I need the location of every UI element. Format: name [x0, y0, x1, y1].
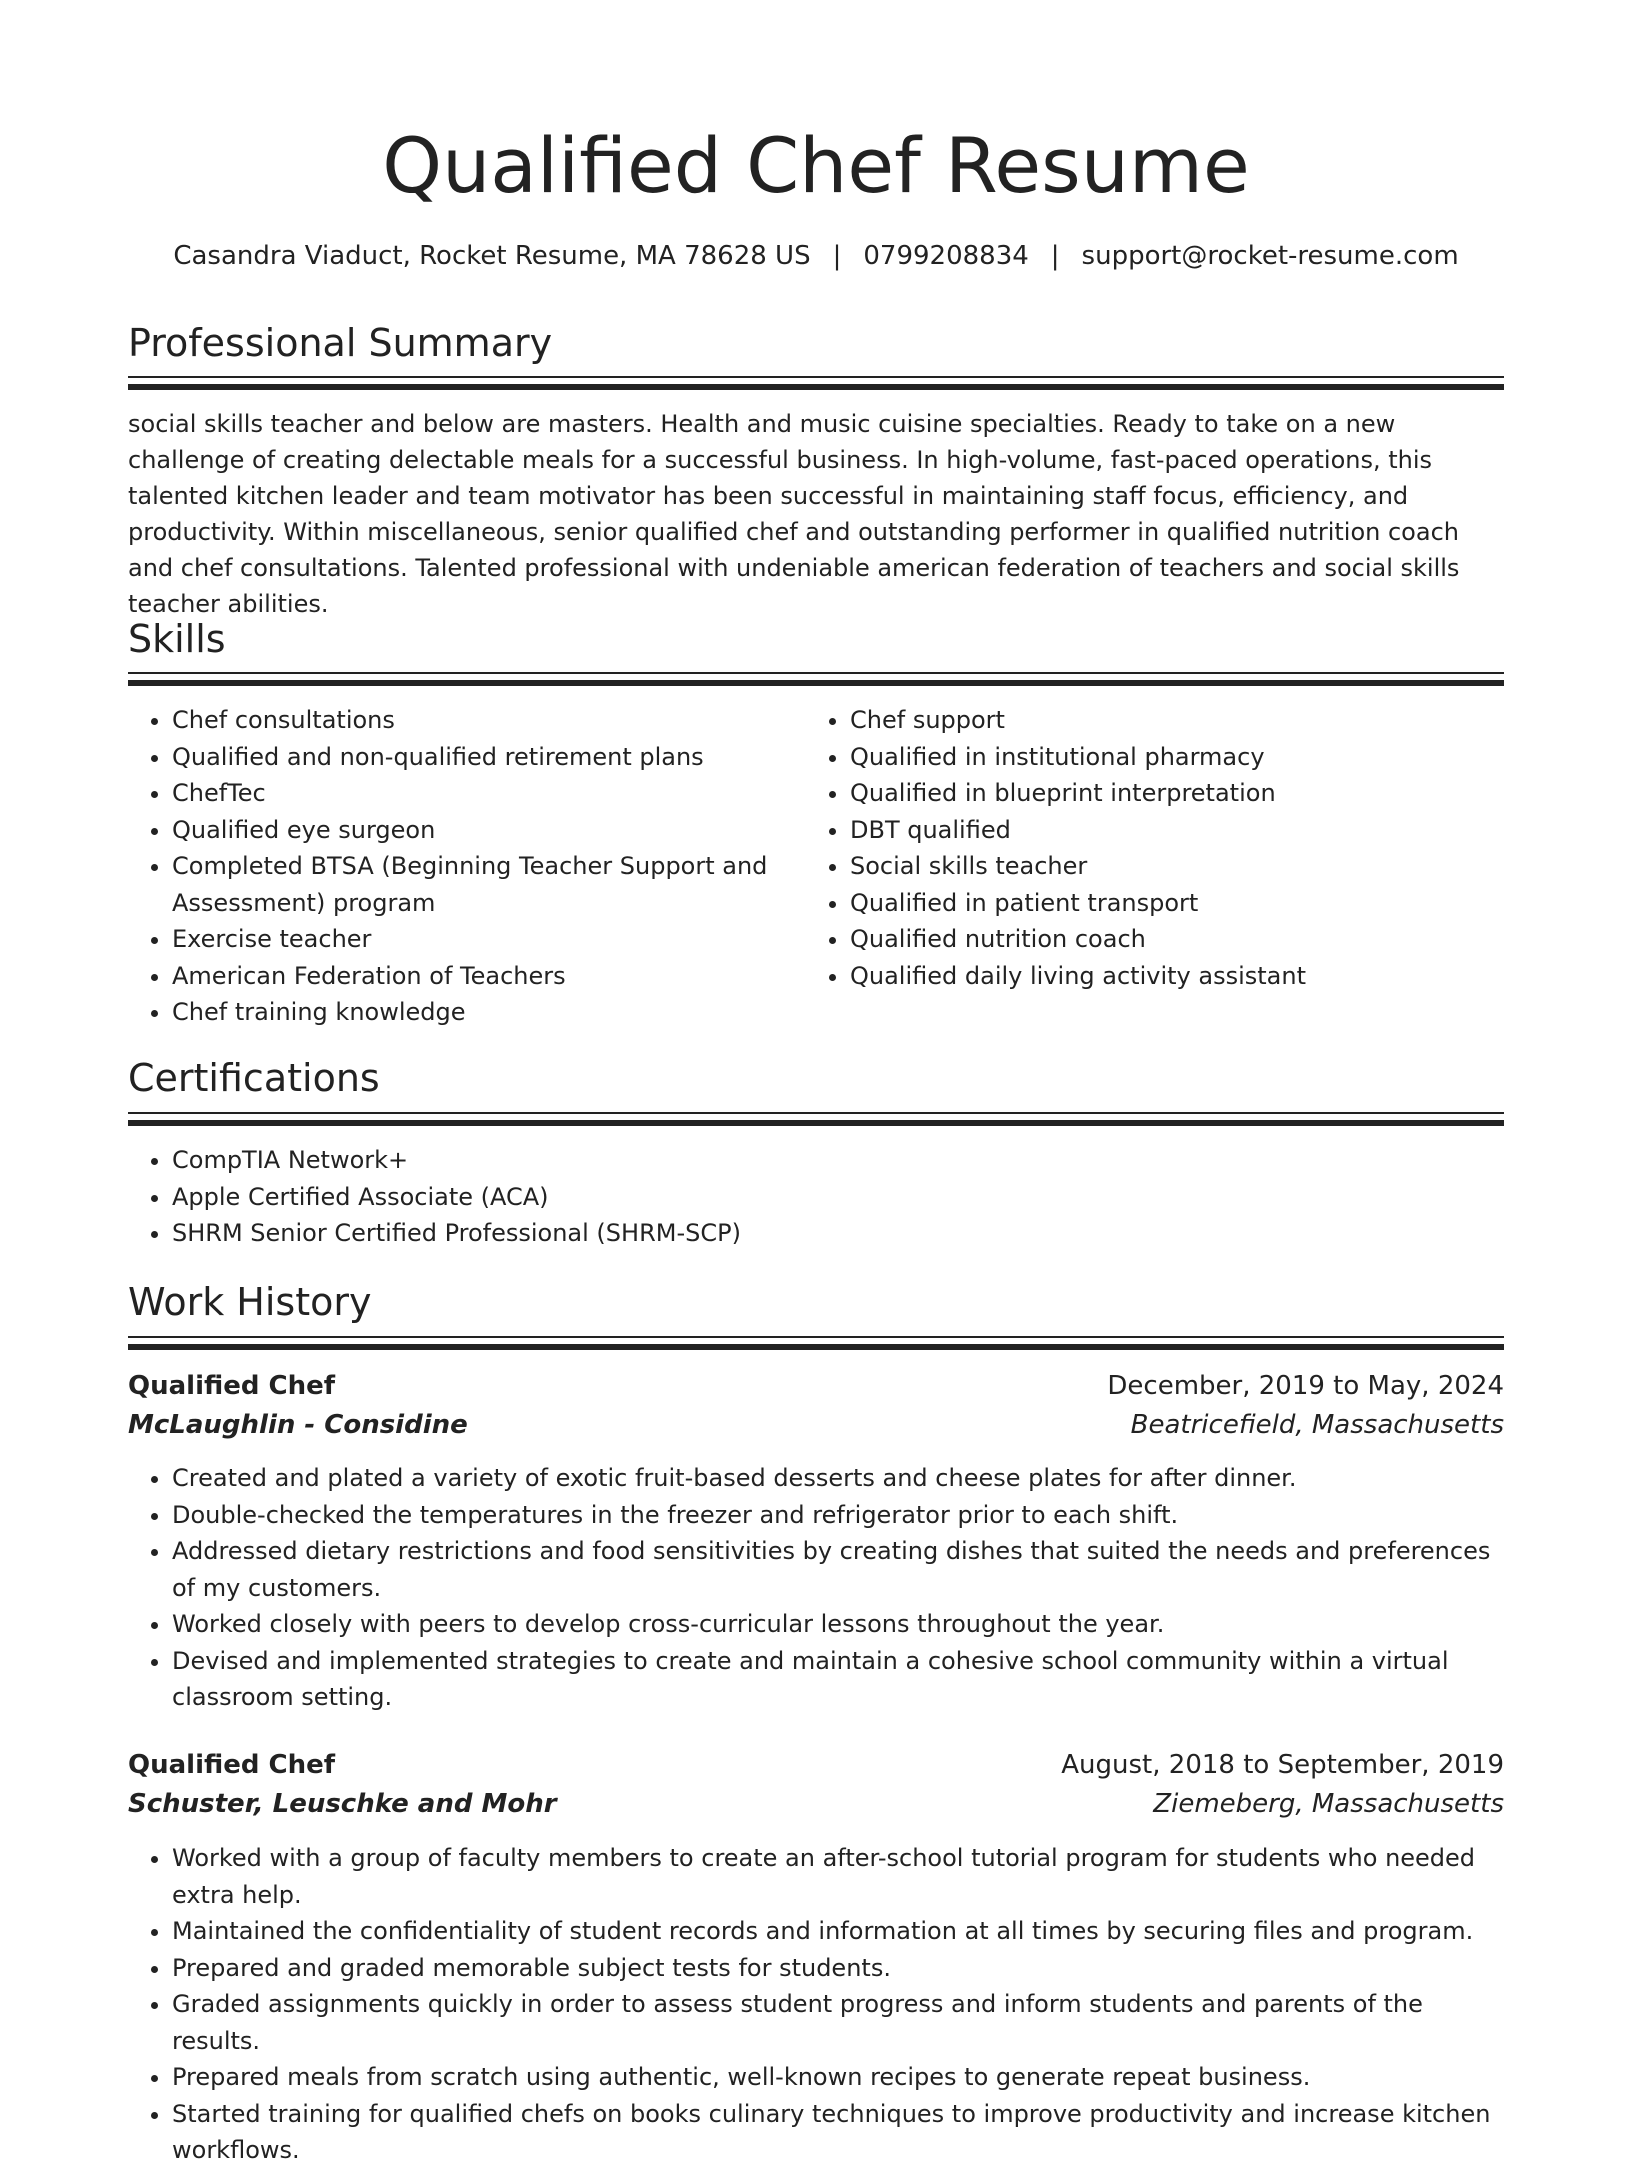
skills-list-right	[806, 702, 1490, 994]
certification-item: • SHRM Senior Certified Professional (SHRM-SCP)	[172, 1215, 1504, 1252]
contact-address: Casandra Viaduct, Rocket Resume, MA 78628 US	[173, 241, 811, 271]
skill-item: • Qualified nutrition coach	[850, 921, 1490, 958]
job-bullet: • Started training for qualified chefs on books culinary techniques to improve productivity and increase kitchen workflows.	[172, 2096, 1504, 2169]
certifications-list	[128, 1142, 1504, 1252]
skill-item: • Qualified and non-qualified retirement plans	[172, 739, 812, 776]
skill-item: • American Federation of Teachers	[172, 958, 812, 995]
job-bullet: • Graded assignments quickly in order to assess student progress and inform students and parents of the results.	[172, 1986, 1504, 2059]
section-divider	[128, 376, 1504, 390]
contact-phone: 0799208834	[863, 241, 1029, 271]
job-bullet: • Created and plated a variety of exotic fruit-based desserts and cheese plates for after dinner.	[172, 1460, 1504, 1497]
job-subheader	[128, 1784, 1504, 1824]
skill-item: • Completed BTSA (Beginning Teacher Support and Assessment) program	[172, 848, 812, 921]
resume-title: Qualified Chef Resume	[382, 121, 1250, 210]
skill-item: • ChefTec	[172, 775, 812, 812]
skill-item: • Social skills teacher	[850, 848, 1490, 885]
section-heading-summary: Professional Summary	[128, 321, 553, 365]
job-bullet: • Prepared and graded memorable subject tests for students.	[172, 1950, 1504, 1987]
skill-item: • Exercise teacher	[172, 921, 812, 958]
contact-separator: |	[1050, 241, 1060, 271]
skill-item: • Chef consultations	[172, 702, 812, 739]
contact-separator: |	[832, 241, 842, 271]
job-location: Beatricefield, Massachusetts	[1130, 1410, 1504, 1440]
job-bullet: • Devised and implemented strategies to create and maintain a cohesive school community within a virtual classroom setting.	[172, 1643, 1504, 1716]
certification-item: • CompTIA Network+	[172, 1142, 1504, 1179]
skill-item: • Chef support	[850, 702, 1490, 739]
job-bullet-list	[128, 1840, 1504, 2169]
section-divider	[128, 1336, 1504, 1350]
job-title: Qualified Chef	[128, 1750, 336, 1780]
job-bullet: • Double-checked the temperatures in the freezer and refrigerator prior to each shift.	[172, 1497, 1504, 1534]
job-header	[128, 1366, 1504, 1406]
job-bullet: • Worked closely with peers to develop cross-curricular lessons throughout the year.	[172, 1606, 1504, 1643]
skill-item: • DBT qualified	[850, 812, 1490, 849]
job-title: Qualified Chef	[128, 1371, 336, 1401]
skills-list-left	[128, 702, 812, 1031]
job-bullet: • Maintained the confidentiality of student records and information at all times by securing files and program.	[172, 1913, 1504, 1950]
section-divider	[128, 1112, 1504, 1126]
job-dates: August, 2018 to September, 2019	[1061, 1750, 1504, 1780]
section-heading-work-history: Work History	[128, 1280, 372, 1324]
job-bullet: • Addressed dietary restrictions and food sensitivities by creating dishes that suited the needs and preferences of my customers.	[172, 1533, 1504, 1606]
job-bullet: • Prepared meals from scratch using authentic, well-known recipes to generate repeat business.	[172, 2059, 1504, 2096]
contact-line	[128, 236, 1504, 276]
contact-email: support@rocket-resume.com	[1081, 241, 1459, 271]
job-bullet-list	[128, 1460, 1504, 1716]
job-dates: December, 2019 to May, 2024	[1107, 1371, 1504, 1401]
skill-item: • Qualified daily living activity assistant	[850, 958, 1490, 995]
job-subheader	[128, 1405, 1504, 1445]
job-bullet: • Worked with a group of faculty members to create an after-school tutorial program for students who needed extra help.	[172, 1840, 1504, 1913]
skill-item: • Chef training knowledge	[172, 994, 812, 1031]
summary-text: social skills teacher and below are masters. Health and music cuisine specialties. Ready to take on a new challenge of creating delectable meals for a successful business. In high-volume, fast-paced operations, this talented kitchen leader and team motivator has been successful in maintaining staff focus, efficiency, and productivity. Within miscellaneous, senior qualified chef and outstanding performer in qualified nutrition coach and chef consultations. Talented professional with undeniable american federation of teachers and social skills teacher abilities.	[128, 410, 1460, 618]
section-heading-certifications: Certifications	[128, 1056, 380, 1100]
skill-item: • Qualified eye surgeon	[172, 812, 812, 849]
skill-item: • Qualified in blueprint interpretation	[850, 775, 1490, 812]
job-header	[128, 1745, 1504, 1785]
job-company: Schuster, Leuschke and Mohr	[128, 1789, 557, 1819]
section-divider	[128, 672, 1504, 686]
skill-item: • Qualified in patient transport	[850, 885, 1490, 922]
certification-item: • Apple Certified Associate (ACA)	[172, 1179, 1504, 1216]
section-heading-skills: Skills	[128, 617, 226, 661]
skill-item: • Qualified in institutional pharmacy	[850, 739, 1490, 776]
job-company: McLaughlin - Considine	[128, 1410, 468, 1440]
job-location: Ziemeberg, Massachusetts	[1153, 1789, 1504, 1819]
